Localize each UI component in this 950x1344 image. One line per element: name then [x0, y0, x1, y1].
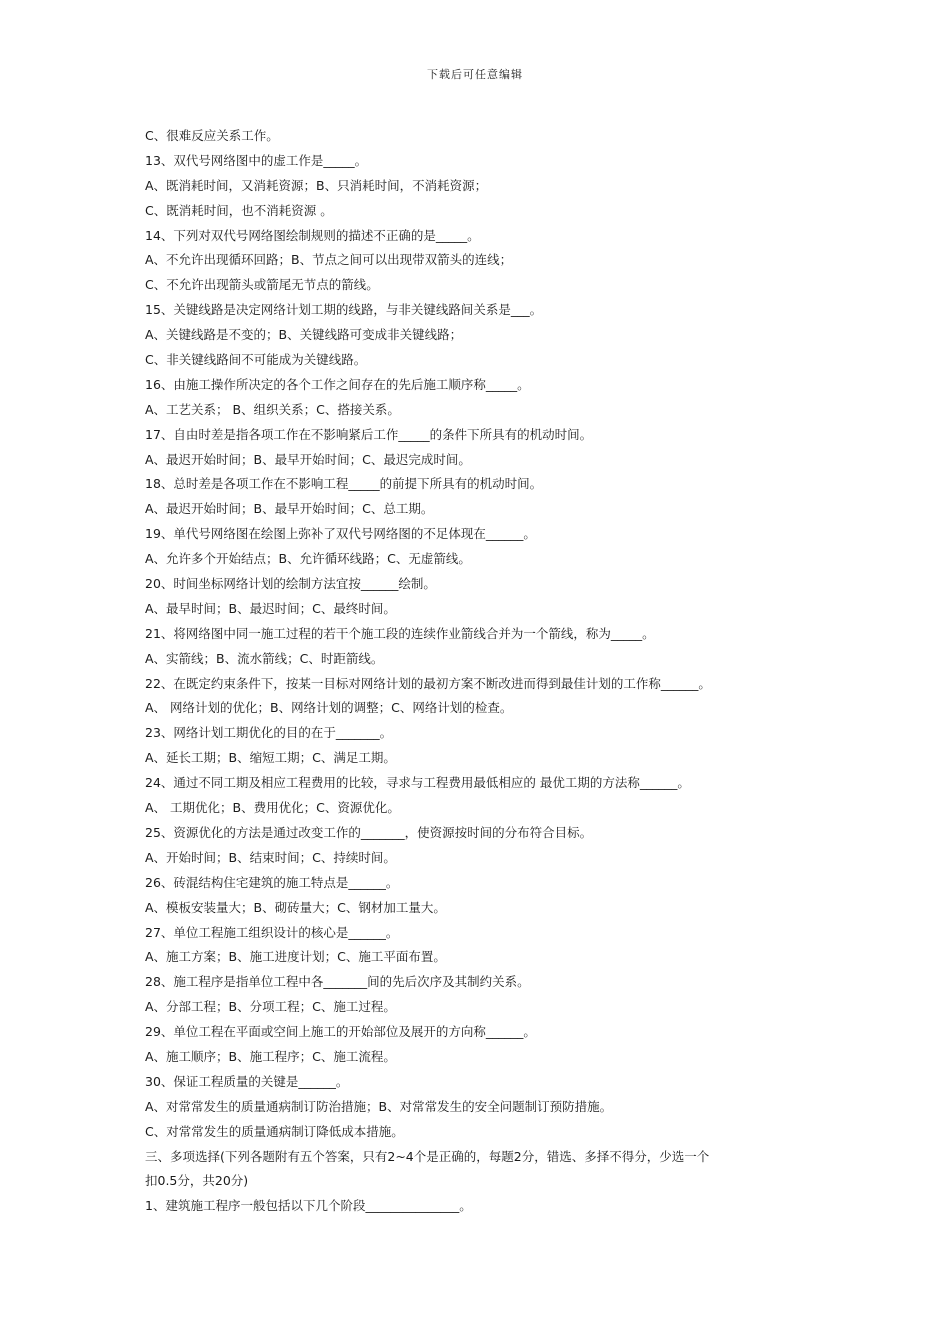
options-25: A、开始时间；B、结束时间；C、持续时间。 [145, 849, 396, 865]
question-26: 26、砖混结构住宅建筑的施工特点是______。 [145, 874, 399, 890]
question-23: 23、网络计划工期优化的目的在于_______。 [145, 725, 393, 741]
question-29: 29、单位工程在平面或空间上施工的开始部位及展开的方向称______。 [145, 1024, 536, 1040]
section-heading-multiple-choice-cont: 扣0.5分，共20分) [145, 1173, 249, 1189]
options-30-c: C、对常常发生的质量通病制订降低成本措施。 [145, 1123, 404, 1139]
question-30: 30、保证工程质量的关键是______。 [145, 1073, 349, 1089]
options-20: A、最早时间；B、最迟时间；C、最终时间。 [145, 600, 396, 616]
options-22: A、 网络计划的优化；B、网络计划的调整；C、网络计划的检查。 [145, 700, 513, 716]
options-13-a: A、既消耗时间，又消耗资源；B、只消耗时间，不消耗资源； [145, 177, 488, 193]
options-18: A、最迟开始时间；B、最早开始时间；C、总工期。 [145, 501, 434, 517]
options-28: A、分部工程；B、分项工程；C、施工过程。 [145, 999, 396, 1015]
page-header: 下载后可任意编辑 [427, 68, 523, 81]
options-14-c: C、不允许出现箭头或箭尾无节点的箭线。 [145, 277, 379, 293]
document-body [145, 124, 810, 1219]
options-14-a: A、不允许出现循环回路；B、节点之间可以出现带双箭头的连线； [145, 252, 513, 268]
options-13-c: C、既消耗时间，也不消耗资源 。 [145, 202, 333, 218]
question-15: 15、关键线路是决定网络计划工期的线路，与非关键线路间关系是___。 [145, 302, 543, 318]
question-27: 27、单位工程施工组织设计的核心是______。 [145, 924, 399, 940]
question-13: 13、双代号网络图中的虚工作是_____。 [145, 152, 368, 168]
question-21: 21、将网络图中同一施工过程的若干个施工段的连续作业箭线合并为一个箭线，称为_____。 [145, 625, 655, 641]
options-30-a: A、对常常发生的质量通病制订防治措施；B、对常常发生的安全问题制订预防措施。 [145, 1098, 613, 1114]
options-15-a: A、关键线路是不变的；B、关键线路可变成非关键线路； [145, 327, 463, 343]
question-14: 14、下列对双代号网络图绘制规则的描述不正确的是_____。 [145, 227, 480, 243]
multi-question-1: 1、建筑施工程序一般包括以下几个阶段_______________。 [145, 1198, 472, 1214]
question-28: 28、施工程序是指单位工程中各_______间的先后次序及其制约关系。 [145, 974, 530, 990]
question-18: 18、总时差是各项工作在不影响工程_____的前提下所具有的机动时间。 [145, 476, 543, 492]
question-19: 19、单代号网络图在绘图上弥补了双代号网络图的不足体现在______。 [145, 526, 536, 542]
question-16: 16、由施工操作所决定的各个工作之间存在的先后施工顺序称_____。 [145, 376, 530, 392]
options-23: A、延长工期；B、缩短工期；C、满足工期。 [145, 750, 396, 766]
options-27: A、施工方案；B、施工进度计划；C、施工平面布置。 [145, 949, 446, 965]
options-24: A、 工期优化；B、费用优化；C、资源优化。 [145, 800, 400, 816]
options-26: A、模板安装量大；B、砌砖量大；C、钢材加工量大。 [145, 899, 446, 915]
question-24: 24、通过不同工期及相应工程费用的比较，寻求与工程费用最低相应的 最优工期的方法称______。 [145, 775, 690, 791]
section-heading-multiple-choice: 三、多项选择(下列各题附有五个答案，只有2~4个是正确的，每题2分，错选、多择不得分，少选一个 [145, 1148, 710, 1164]
text-line: C、很难反应关系工作。 [145, 128, 279, 143]
question-17: 17、自由时差是指各项工作在不影响紧后工作_____的条件下所具有的机动时间。 [145, 426, 593, 442]
options-15-c: C、非关键线路间不可能成为关键线路。 [145, 352, 367, 368]
question-20: 20、时间坐标网络计划的绘制方法宜按______绘制。 [145, 576, 436, 592]
options-16: A、工艺关系； B、组织关系；C、搭接关系。 [145, 401, 400, 417]
options-17: A、最迟开始时间；B、最早开始时间；C、最迟完成时间。 [145, 451, 471, 467]
options-29: A、施工顺序；B、施工程序；C、施工流程。 [145, 1048, 396, 1064]
options-19: A、允许多个开始结点；B、允许循环线路；C、无虚箭线。 [145, 551, 471, 567]
question-25: 25、资源优化的方法是通过改变工作的_______，使资源按时间的分布符合目标。 [145, 824, 593, 840]
options-21: A、实箭线；B、流水箭线；C、时距箭线。 [145, 650, 384, 666]
question-22: 22、在既定约束条件下，按某一目标对网络计划的最初方案不断改进而得到最佳计划的工作称______。 [145, 675, 711, 691]
